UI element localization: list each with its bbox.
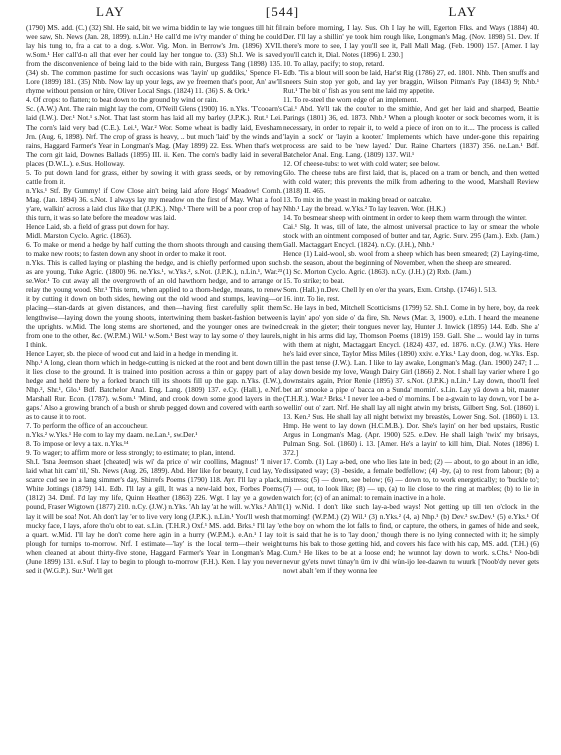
entry-paragraph: 4. Of crops: to flatten; to beat down to the ground by wind or rain. [26,96,219,105]
entry-paragraph: Som. (Hall.) n.Dev. Chell ly en o'er tha years, Exm. Crtshp. (1746) l. 513. [283,286,497,295]
entry-paragraph: Hence Layer, sb. the piece of wood cut and laid in a hedge in mending it. [26,349,238,358]
entry-paragraph: Edb. 'Tis a blout will soon be laid, Har'st Rig (1786) 27, ed. 1801. Nhb. Then snuffs and sneers Suin stop yer gob, and lay yer braggin, Wilson Pitman's Pay (1843) 9; Nhb.¹ Rut.¹ The bit o' fish as you sent me laid my appetite. [283,69,539,96]
entry-paragraph: Nhb.¹ Lay the bread. w.Yks.² To lay leaven. Wor. (H.K.) [283,204,446,213]
entry-paragraph: 6. To make or mend a hedge by half cutting the thorn shoots through and causing them to make new roots; to fasten down any shoot in order to make it root. [26,241,282,259]
entry-paragraph: 16. intr. To lie, rest. [283,295,340,304]
entry-paragraph: 14. To besmear sheep with ointment in order to keep them warm through the winter. [283,213,527,222]
entry-paragraph: 10. To allay, pacify; to stop, retard. [283,60,385,69]
entry-paragraph: 9. To wager; to affirm more or less strongly; to estimate; to plan, intend. [26,449,236,458]
header-left-headword: LAY [96,4,125,19]
entry-paragraph: Cai.¹ Slg. It was, till of late, the almost universal practice to lay or smear the whole stock with an ointment composed of butter and tar, Agric. Surv. 295 (Jam.). Exb. (Jam.) Gall. Mactaggart Encycl. (1824). n.Cy. (J.H.), Nhb.¹ [283,223,539,250]
left-column [26,24,282,750]
entry-paragraph: (1) Sc. Morton Cyclo. Agric. (1863). n.Cy. (J.H.) (2) Rxb. (Jam.) [283,268,472,277]
entry-paragraph: 7. To perform the office of an accoucheur. [26,422,148,431]
entry-paragraph: Sc. (A.W.) Ant. The rain might lay the corn, O'Neill Glens (1900) 16. n.Yks. 'T'cooarn's laid (I.W.). Der.¹ Not.¹ s.Not. That last storm has laid all my barley (J.P.K.). Rut.¹ Lei. The corn's laid very bad (C.E.). Lei.¹, War.² Wor. Some wheat is badly laid, Evesham Jrn. (Aug. 6, 1898). Nrf. The crop of grass is heavy, .. but much 'laid' by the winds and rains, Haggard Farmer's Year in Longman's Mag. (May 1899) 22. Ess. When that's wet The corn git laid, Downes Ballads (1895) III. ii. Ken. The corn's badly laid in several places (D.W.L.). e.Sus. Holloway. [26,105,282,168]
entry-paragraph: Hence Laid, sb. a field of grass put down for hay. [26,223,170,232]
header-page-number: [544] [265,4,300,19]
entry-paragraph: Nhp.¹ A long, clean thorn which in hedge-cutting is nicked at the root and bent down till it lies close to the ground. It is trained into position across a thin or gappy part of a hedge and held there by a forked branch till its shoots fill up the gap. n.Yks. (I.W.), Nhp.², Shr.¹, Glo.¹ Bdf. Batchelor Anal. Eng. Lang. (1809) 137. e.Cy. (Hall.), e.Nrf. Marshall Rur. Econ. (1787). w.Som.¹ 'Mind, and crook down some good layers in the gaps.' Also a growing branch of a bush or shrub pegged down and covered with earth so as to cause it to root. [26,358,282,422]
entry-paragraph: Midl. Marston Cyclo. Agric. (1863). [26,232,132,241]
entry-paragraph: n.Yks.² w.Yks.¹ He com to lay my daam. ne.Lan.¹, sw.Der.¹ [26,431,198,440]
entry-paragraph: Sh.I. 'Isna Jeemson shaet [cheated] wis wi' da price o' wir coollins, Magnus!' 'I niver laid what hit cam' til,' Sh. News (Aug. 26, 1899). Abd. Her like for beauty, I cud lay, Ye scarce cud see in a lang simmer's day, Shirrefs Poems (1790) 118. Ayr. I'll lay a plack, White Jottings (1879) 141. Edb. I'll lay a gill, It was a new-laid box, Forbes Poems (1812) 34. Dmf. I'd lay my life, Quinn Heather (1863) 226. Wgt. I lay ye a gowden pound, Fraser Wigtown (1877) 210. n.Cy. (J.W.) n.Yks. 'Ah lay 'at he will. w.Yks.¹ Ah'll lay it will be soa! Not. Ah don't lay 'er to live very long (J.P.K.). n.Lin.¹ You'll wesh that mucky face, I lays, afore tho'u obt to eat. s.Lin. (T.H.R.) Oxf.¹ MS. add. Brks.¹ I'll lay 'e a quart. w.Mid. I'll lay he don't come here agin in a hurry (W.P.M.). e.An.¹ I lay to plough for turnips to-morrow. Nrf. I estimate—'lay' is the local term—their weight when cleaned at about thirty-five stone, Haggard Farmer's Year in Longman's Mag. (June 1899) 131. e.Suf. I lay to begin to plough to-morrow (F.H.). Ken. I lay you never sed it (W.G.P.). Sur.¹ We'll get [26,458,282,575]
entry-paragraph: n.Yks. This is called laying or plashing the hedge, and is chiefly performed upon such as are young, Tuke Agric. (1800) 96. ne.Yks.¹, w.Yks.², s.Not. (J.P.K.), n.Lin.¹, War.²³ se.Wor.¹ To cut away all the overgrowth of an old hawthorn hedge, and to arrange or relay the young wood. Shr.¹ This term, when applied to a thorn-hedge, means, to renew it by cutting it down on both sides, hewing out the old wood and stumps, leaving—or placing—stan-dards at given distances, and then—having first carefully split them lengthwise—laying down the young shoots, intertwining them basket-fashion between the uprights. w.Mid. The long stems are shortened, and the younger ones are twined from one to the other, &c. (W.P.M.) Wil.¹ w.Som.¹ Best way to lay some o' they laurels, I think. [26,259,282,349]
entry-paragraph: rain before morning, I lay. Sus. Oh I lay he will, Egerton Flks. and Ways (1884) 40. Der. I'll lay a shillin' ye took him rough like, Longman's Mag. (Nov. 1898) 51. Dev. If there's more to see, I lay you'll see it, Pall Mall Mag. (Feb. 1900) 157. [Amer. I lay you'll catch it, Dial. Notes (1896) I. 230.] [283,24,539,60]
entry-paragraph: Sc. He lays in bed, Mitchell Scotticisms (1799) 52. Sh.I. Come in by here, boy, da reek is layin' apo' yon side o' da fire, Sh. News (Mar. 3, 1900). e.Lth. I heard the meanene creak in the gieter; their tongues never lay, Hunter J. Inwick (1895) 144. Edb. She a' night in his arms did lay, Thomson Poems (1819) 159. Gall. She ... would lay in turns with them at night, Mactaggart Encycl. (1824) 437, ed. 1876. n.Cy. (J.W.) Yks. Here he's laid ever since, Taylor Miss Miles (1890) xxiv. e.Yks.¹ Lay doon, dog. w.Yks. Esp. in the past tense (J.W.). Lan. I like to lay awake, Longman's Mag. (Jan. 1900) 247; I ... lay down beside my love, Waugh Dairy Girl (1866) 2. Not. I shall lay varier where I go downstairs again, Prior Renie (1895) 37. s.Not. (J.P.K.) n.Lin.¹ Lay down, thoo'll feel bet an' smooke a pipe o' bacca on a Sunda' mornin'. s.Lin. Lay yä down a bit, mauter (T.H.R.). War.² Brks.¹ I never lee a-bed o' mornins. I be a-gwain to lay down, vor I be a-wellin' out o' zart. Nrf. He shall lay all night atwin my brists, Gilbert Sng. Sol. (1860) i. 13. Ken.² Sus. He shall lay all night betwixt my breastès, Lower Sng. Sol. (1860) i. 13. Hmp. He went to lay down (H.C.M.B.). Dor. She's layin' on her bed upstairs, Rustic Argus in Longman's Mag. (Apr. 1900) 525. e.Dev. He shall laigh 'twix' my brisays, Pulman Sng. Sol. (1860) i. 13. [Amer. He's a layin' to kill him, Dial. Notes (1896) I. 372.] [283,304,539,458]
entry-paragraph: 5. To put down land for grass, either by sowing it with grass seeds, or by removing cattle from it. [26,168,282,186]
entry-paragraph: Glo. The cheese tubs are first laid, that is, placed on a tram or bench, and then wetted with cold water; this prevents the milk from adhering to the wood, Marshall Review (1818) II. 465. [283,168,539,195]
page-header [28,4,537,22]
entry-paragraph: 12. Of cheese-tubs: to wet with cold water; see below. [283,159,440,168]
entry-paragraph: 13. To mix in the yeast in making bread or oatcake. [283,195,432,204]
entry-paragraph: 17. Comb. (1) Lay a-bed, one who lies late in bed; (2) — about, to go about in an idle, dissipated way; (3) -beside, a female bedfellow; (4) -by, (a) to rest from labour; (b) a mistress; (5) — down, see below; (6) — down to, to work energetically; to 'buckle to'; (7) — out, to look like; (8) — up, (a) to lie close to the ring at marbles; (b) to lie in watch for; (c) of an animal: to remain inactive in a hole. [283,458,539,503]
entry-paragraph: 11. To re-steel the worn edge of an implement. [283,96,419,105]
entry-paragraph: (1790) MS. add. (C.) (32) Shl. He said, bit we wirna biddin te lay wie tongues till hit fil wee saw, Sh. News (Jan. 28, 1899). n.Lin.¹ He call'd me iv'ry mander o' thing he could lay his tung to, fra a cat to a dog. s.Wor. Vig. Mon. in Berrow's Jrn. (1896) XVII. w.Som.¹ Her call'd-n all that ever her could lay her tongue to. (33) Sh.I. We is saved from the disconvenience of being laid to the bide with rain, Burgess Tang (1898) 135. (34) sb. The common pastime for such occasions was 'layin' up guddiks,' Spence Fl-Lore (1899) 181. (35) Nhb. Now lay up your legs, aw ye freemen that's poor, An' aw'll rhyme without pension or hire, Oliver Local Sngs. (1824) 11. (36) S. & Ork.¹ [26,24,282,96]
entry-paragraph: n.Yks.¹ Stf. By Gummy! if Cow Close ain't being laid afore Hogs' Meadow! Cornh. Mag. (Jan. 1894) 36. s.Not. I always lay my meadow on the first of May. What a fool y'are, walkin' across a laid clus like that (J.P.K.). Nhp.¹ There will be a poor crop of hay this turn, it was so late before the meadow was laid. [26,186,282,222]
entry-paragraph: Cai.¹ Abd. Ye'll tak the cou'ter to the smithie, And get her laid and sharped, Beattie Parings (1801) 36, ed. 1873. Nhb.¹ When a plough kooter or sock becomes worn, it is necessary, in order to repair it, to weld a piece of iron on to it.... The process is called 'layin a sock' or 'layin a kooter.' Implements which have under-gone this repairing process are said to be 'new layed.' Dur. Raine Charters (1837) 356. ne.Lan.¹ Bdf. Batchelor Anal. Eng. Lang. (1809) 137. Wil.¹ [283,105,539,159]
entry-paragraph: 8. To impose or levy a tax. n.Yks.¹⁴ [26,440,129,449]
entry-paragraph: Hence (1) Laid-wool, sb. wool from a sheep which has been smeared; (2) Laying-time, sb. the season, about the beginning of November, when the sheep are smeared. [283,250,539,268]
right-column [283,24,539,750]
header-right-headword: LAY [448,4,477,19]
entry-paragraph: 15. To strike; to beat. [283,277,345,286]
entry-paragraph: (1) w.Nid. I don't like such lay-a-bed ways! Not getting up till ten o'clock in the morning! (W.P.M.) (2) Wil.¹ (3) n.Yks.² (4, a) Nhp.¹ (b) Dev.³ sw.Dev.¹ (5) e.Yks.¹ Of the boy on whom the lot falls to find, or capture, the others, in games of hide and seek, it is said that he is to 'lay doon,' though there is no lying connected with it; he simply turns his bak to those getting hid, and covers his face with his cap, MS. add. (T.H.) (6) Cum.¹ He likes to be at a loose end; he wunnot lay down to work. s.Chs.¹ Noo-bdi nevur gy'ets nuwt tùnay'n üm iv dhi wùn-ijo lee-daawn tu wuurk ['Noob'dy never gets nowt abalt 'em if they wonna lee [283,503,539,575]
